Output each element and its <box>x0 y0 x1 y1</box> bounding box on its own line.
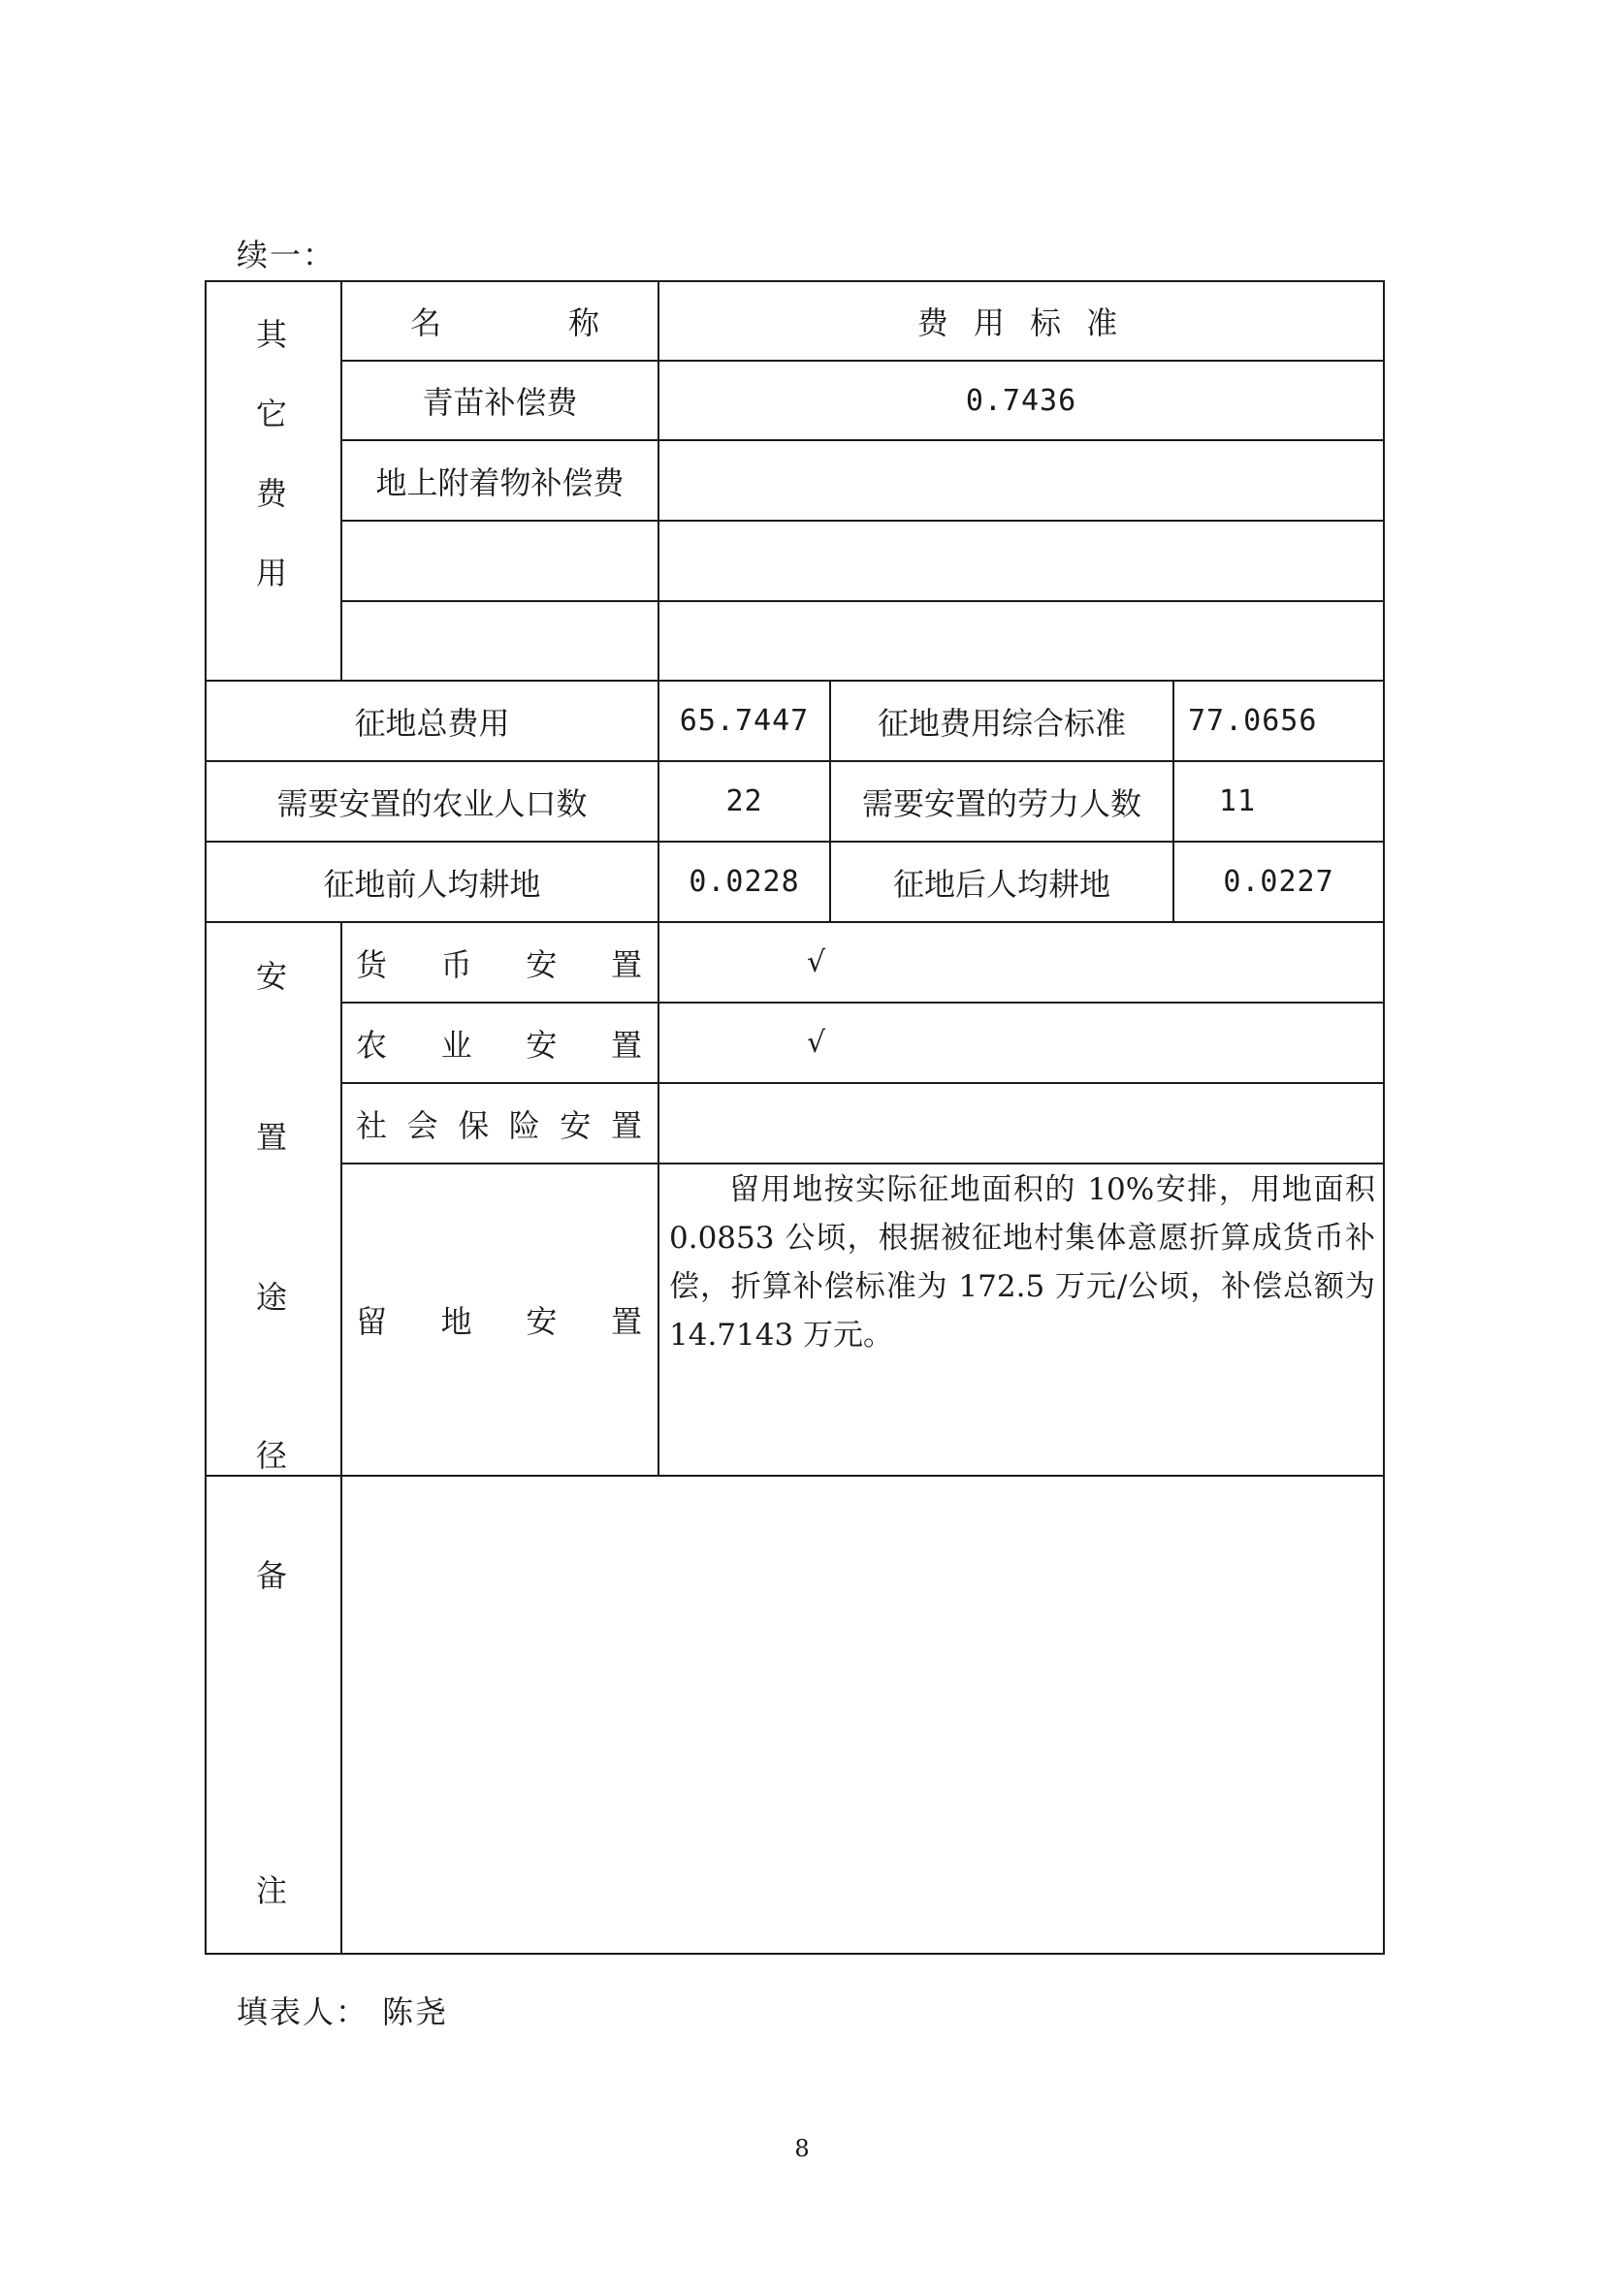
fee-standard-cell <box>659 441 1383 520</box>
land-per-capita-after-label: 征地后人均耕地 <box>892 865 1110 903</box>
header-char: 名 <box>410 304 442 341</box>
social-insurance-resettlement-value <box>659 1084 1383 1163</box>
side-label-char: 径 <box>255 1437 287 1474</box>
retained-land-resettlement-label <box>342 1164 658 1475</box>
side-label-char: 用 <box>255 555 287 591</box>
resettle-population-label: 需要安置的农业人口数 <box>276 784 588 822</box>
side-label-char: 备 <box>255 1557 287 1594</box>
fee-name-cell <box>342 522 658 600</box>
side-label-char: 注 <box>255 1872 287 1909</box>
label-char: 置 <box>610 945 642 983</box>
fee-name-cell: 地上附着物补偿费 <box>375 463 625 501</box>
label-char: 保 <box>458 1106 490 1144</box>
form-filler <box>237 1988 448 2032</box>
side-label-char: 费 <box>255 475 287 512</box>
table-border-bottom <box>205 1953 1385 1955</box>
fee-standard-cell <box>659 522 1383 600</box>
label-char: 险 <box>508 1106 540 1144</box>
label-char: 安 <box>560 1106 592 1144</box>
side-label-char: 它 <box>255 396 287 432</box>
comprehensive-standard-value: 77.0656 <box>1188 704 1318 738</box>
standard-column-header: 费 用 标 准 <box>916 304 1126 341</box>
land-per-capita-before-value: 0.0228 <box>689 865 800 899</box>
label-char: 农 <box>356 1026 388 1064</box>
filler-name: 陈尧 <box>382 1993 449 2030</box>
label-char: 置 <box>610 1026 642 1064</box>
label-char: 置 <box>610 1106 642 1144</box>
label-char: 地 <box>440 1303 472 1340</box>
remarks-content <box>342 1477 1383 1953</box>
label-char: 会 <box>406 1106 438 1144</box>
retained-land-resettlement-description: 留用地按实际征地面积的 10%安排，用地面积 0.0853 公顷，根据被征地村集体意愿折算成货币补偿，折算补偿标准为 172.5 万元/公顷，补偿总额为 14.7143 万元。 <box>669 1172 1375 1353</box>
label-char: 留 <box>356 1303 388 1340</box>
total-fee-value: 65.7447 <box>679 704 810 738</box>
fee-standard-cell <box>659 602 1383 680</box>
fee-name-cell <box>342 602 658 680</box>
label-char: 置 <box>610 1303 642 1340</box>
label-char: 安 <box>526 1303 558 1340</box>
social-insurance-resettlement-label <box>342 1084 658 1163</box>
land-per-capita-after-value: 0.0227 <box>1223 865 1334 899</box>
side-label-char: 置 <box>255 1119 287 1156</box>
resettle-labor-label: 需要安置的劳力人数 <box>861 784 1141 822</box>
currency-resettlement-label <box>342 923 658 1002</box>
resettle-population-value: 22 <box>725 784 763 818</box>
label-char: 业 <box>440 1026 472 1064</box>
comprehensive-standard-label: 征地费用综合标准 <box>877 704 1126 742</box>
label-char: 安 <box>526 1026 558 1064</box>
side-label-char: 安 <box>255 958 287 995</box>
table-border-right <box>1383 280 1385 1955</box>
land-per-capita-before-label: 征地前人均耕地 <box>323 865 541 903</box>
label-char: 安 <box>526 945 558 983</box>
currency-resettlement-check: √ <box>807 945 826 979</box>
continuation-caption: 续一： <box>237 237 337 273</box>
agriculture-resettlement-label <box>342 1004 658 1082</box>
fee-name-cell: 青苗补偿费 <box>422 384 578 421</box>
label-char: 币 <box>440 945 472 983</box>
page-number: 8 <box>794 2135 810 2162</box>
table-border-left <box>205 280 207 1955</box>
agriculture-resettlement-check: √ <box>807 1026 826 1060</box>
filler-label: 填表人： <box>237 1993 369 2030</box>
label-char: 货 <box>356 945 388 983</box>
label-char: 社 <box>356 1106 388 1144</box>
fee-standard-cell: 0.7436 <box>965 383 1077 418</box>
side-label-char: 途 <box>255 1279 287 1316</box>
resettle-labor-value: 11 <box>1219 784 1257 818</box>
side-label-char: 其 <box>255 316 287 353</box>
total-fee-label: 征地总费用 <box>354 704 510 742</box>
header-char: 称 <box>567 304 599 341</box>
name-column-header <box>342 282 658 360</box>
